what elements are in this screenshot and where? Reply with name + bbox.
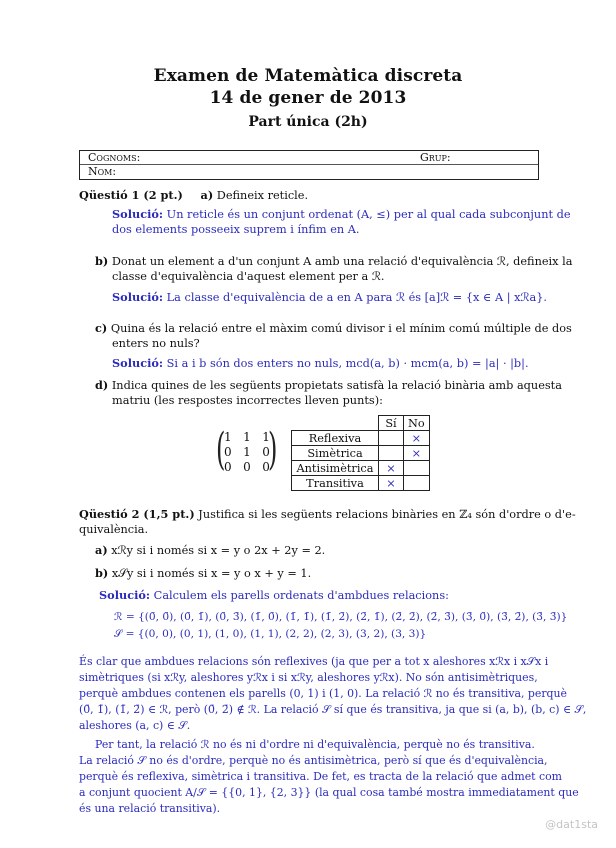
matrix-row-1 [224,429,270,445]
q1a-text: Defineix reticle. [216,189,309,202]
q1c-sol-label: Solució: [112,356,164,370]
q1c-line1 [95,320,572,337]
cell-si [379,446,404,461]
q1c-solution [112,355,529,372]
q2a-text: xℛy si i només si x = y o 2x + 2y = 2. [111,544,326,557]
matrix-cell: 0 [262,460,270,474]
q2-sol-intro: Calculem els parells ordenats d'ambdues relacions: [153,589,449,602]
q1b-sol-text: La classe d'equivalència de a en A para ℛ és [a]ℛ = {x ∈ A | xℛa}. [166,291,548,304]
exam-part: Part única (2h) [248,114,368,130]
q2-sol-label: Solució: [99,588,151,602]
q1c-text1: Quina és la relació entre el màxim comú divisor i el mínim comú múltiple de dos [110,322,572,335]
q2-heading: Qüestió 2 (1,5 pt.) [79,507,195,521]
matrix-cell: 0 [224,445,232,459]
matrix-cell: 1 [262,430,270,444]
p2-line: La relació 𝒮 no és d'ordre, perquè no és antisimètrica, però sí que és d'equivalència, [79,754,548,767]
q1d-text1: Indica quines de les següents propietats satisfà la relació binària amb aquesta [111,379,562,392]
q2a-label: a) [95,543,108,557]
watermark: @dat1sta [545,818,598,831]
R-set: ℛ = {(0̄, 0̄), (0̄, 1̄), (0̄, 3̄), (1̄, 0̄), (1̄, 1̄), (1̄, 2̄), (2̄, 1̄), (2̄, 2̄), (2̄, 3̄), (3̄, 0̄), (3̄, 2̄), (3̄, 3̄)} [114,611,568,623]
col-si: Sí [379,416,404,431]
paragraph-1 [79,654,586,734]
col-no: No [404,416,430,431]
table-row [292,476,430,491]
table-header-row [292,416,430,431]
q2-line1 [79,506,576,523]
q1c-label: c) [95,321,108,335]
q1d-line1 [95,377,562,394]
p1-line: simètriques (si xℛy, aleshores yℛx i si xℛy, aleshores yℛx). No són antisimètriques, [79,671,538,684]
matrix-row-3 [224,459,270,475]
matrix-left-paren: ( [216,424,226,475]
q1b-label: b) [95,254,109,268]
q1a-sol-text1: Un reticle és un conjunt ordenat (A, ≤) per al qual cada subconjunt de [166,208,571,221]
matrix-cell: 1 [224,430,232,444]
q1-heading-line [79,187,308,204]
cell-no [404,461,430,476]
q1d-label: d) [95,378,109,392]
q2b-line [95,565,311,582]
q1c-text2: enters no nuls? [112,337,200,350]
matrix-cell: 0 [243,460,251,474]
q1d-text2: matriu (les respostes incorrectes lleven punts): [112,394,383,407]
row-label: Simètrica [292,446,379,461]
p1-line: perquè ambdues contenen els parells (0, 1) i (1, 0). La relació ℛ no és transitiva, perquè [79,687,567,700]
S-set: 𝒮 = {(0, 0), (0, 1), (1, 0), (1, 1), (2, 2), (2, 3), (3, 2), (3, 3)} [114,628,427,640]
matrix-cell: 1 [243,445,251,459]
matrix-cell: 0 [224,460,232,474]
q2-text1: Justifica si les següents relacions binàries en ℤ₄ són d'ordre o d'e- [198,508,576,521]
q2b-label: b) [95,566,109,580]
matrix-cell: 1 [243,430,251,444]
paragraph-2 [79,737,579,817]
q1a-sol-label: Solució: [112,207,164,221]
matrix-row-2 [224,444,270,460]
box-divider [80,164,538,165]
q1b-solution [112,289,547,306]
q1a-sol-text2: dos elements posseeix suprem i ínfim en A. [112,223,360,236]
row-label: Reflexiva [292,431,379,446]
q2-text2: quivalència. [79,523,149,536]
table-corner [292,416,379,431]
p1-line: És clar que ambdues relacions són reflexives (ja que per a tot x aleshores xℛx i x𝒮x i [79,655,549,668]
student-info-box [79,150,539,180]
cognoms-label: Cognoms: [88,151,141,164]
cell-no [404,476,430,491]
cell-no: × [404,431,430,446]
row-label: Antisimètrica [292,461,379,476]
q2-solution-intro [99,587,449,604]
properties-table [291,415,430,491]
table-row [292,431,430,446]
cell-no: × [404,446,430,461]
table-row [292,461,430,476]
q1a-label: a) [200,188,214,202]
grup-label: Grup: [420,151,451,164]
relation-matrix [216,424,278,476]
q1c-sol-text: Si a i b són dos enters no nuls, mcd(a, b) · mcm(a, b) = |a| · |b|. [166,357,529,370]
q1b-text2: classe d'equivalència d'aquest element per a ℛ. [112,270,385,283]
q2b-text: x𝒮y si i només si x = y o x + y = 1. [111,567,312,580]
q1b-text1: Donat un element a d'un conjunt A amb una relació d'equivalència ℛ, defineix la [111,255,573,268]
cell-si [379,431,404,446]
p2-line: a conjunt quocient A/𝒮 = {{0, 1}, {2, 3}} (la qual cosa també mostra immediatament que [79,786,579,799]
p2-line: és una relació transitiva). [79,802,221,815]
q2a-line [95,542,325,559]
matrix-cell: 0 [262,445,270,459]
exam-date: 14 de gener de 2013 [209,88,407,108]
q1a-solution-line1 [112,206,571,223]
cell-si: × [379,476,404,491]
p2-line: perquè és reflexiva, simètrica i transitiva. De fet, es tracta de la relació que admet com [79,770,562,783]
p2-line: Per tant, la relació ℛ no és ni d'ordre ni d'equivalència, perquè no és transitiva. [95,738,535,751]
q1b-line1 [95,253,572,270]
row-label: Transitiva [292,476,379,491]
p1-line: aleshores (a, c) ∈ 𝒮. [79,719,191,732]
q1-heading: Qüestió 1 (2 pt.) [79,188,183,202]
matrix-right-paren: ) [268,424,278,475]
p1-line: (0̄, 1̄), (1̄, 2̄) ∈ ℛ, però (0̄, 2̄) ∉ ℛ. La relació 𝒮 sí que és transitiva, ja que si (a, b), (b, c) ∈ 𝒮, [79,703,587,716]
table-row [292,446,430,461]
exam-title: Examen de Matemàtica discreta [153,66,463,86]
cell-si: × [379,461,404,476]
q1b-sol-label: Solució: [112,290,164,304]
nom-label: Nom: [88,165,117,178]
